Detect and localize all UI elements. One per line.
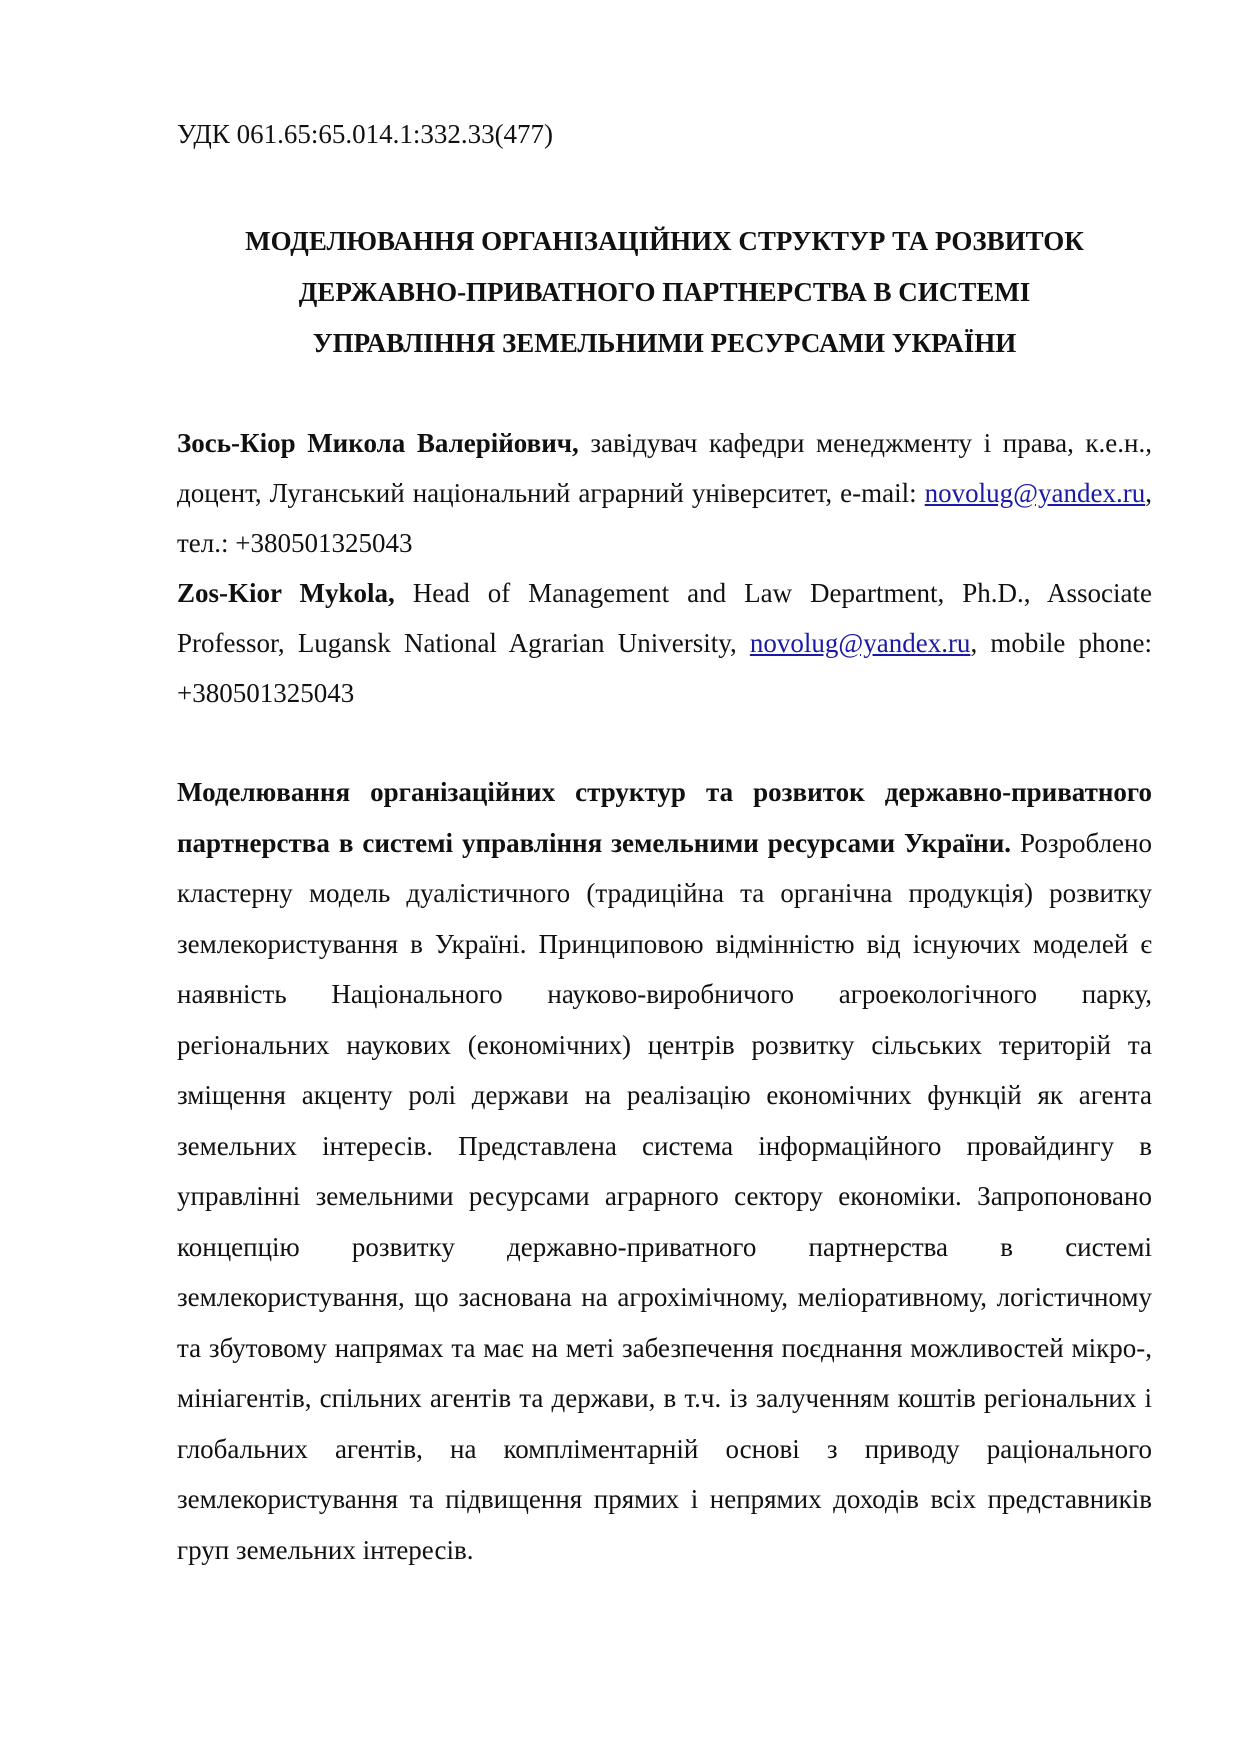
author-info-ukrainian — [177, 418, 1152, 568]
udc-code: УДК 061.65:65.014.1:332.33(477) — [177, 119, 554, 149]
abstract-heading: Моделювання організаційних структур та розвиток державно-приватного партнерства в системі управління земельними ресурсами України. — [177, 777, 1152, 858]
author-affiliation-ukrainian: завідувач кафедри менеджменту і права, к.е.н., доцент, Луганський національний аграрний університет, e-mail: — [177, 428, 1152, 508]
author-email-link-english[interactable]: novolug@yandex.ru — [749, 628, 971, 658]
author-info-english — [177, 568, 1152, 718]
article-title-line-1: МОДЕЛЮВАННЯ ОРГАНІЗАЦІЙНИХ СТРУКТУР ТА РОЗВИТОК — [245, 226, 1084, 256]
author-name-english: Zos-Kior Mykola, — [177, 578, 395, 608]
author-affiliation-english: Head of Management and Law Department, Ph.D., Associate Professor, Lugansk National Agrarian University, — [177, 578, 1152, 658]
article-title — [177, 216, 1152, 369]
abstract — [177, 767, 1152, 1575]
author-name-ukrainian: Зось-Кіор Микола Валерійович, — [177, 428, 579, 458]
author-email-link-ukrainian[interactable]: novolug@yandex.ru — [924, 478, 1146, 508]
article-title-line-3: УПРАВЛІННЯ ЗЕМЕЛЬНИМИ РЕСУРСАМИ УКРАЇНИ — [312, 328, 1017, 358]
author-phone-english: , mobile phone: +380501325043 — [177, 628, 1152, 708]
article-title-line-2: ДЕРЖАВНО-ПРИВАТНОГО ПАРТНЕРСТВА В СИСТЕМІ — [298, 277, 1031, 307]
author-phone-ukrainian: , тел.: +380501325043 — [177, 478, 1152, 558]
abstract-text: Розроблено кластерну модель дуалістичного (традиційна та органічна продукція) розвитку землекористування в Україні. Принциповою відмінністю від існуючих моделей є наявність Національного науково-виробничого агроекологічного парку, регіональних наукових (економічних) центрів розвитку сільських територій та зміщення акценту ролі держави на реалізацію економічних функцій як агента земельних інтересів. Представлена система інформаційного провайдингу в управлінні земельними ресурсами аграрного сектору економіки. Запропоновано концепцію розвитку державно-приватного партнерства в системі землекористування, що заснована на агрохімічному, меліоративному, логістичному та збутовому напрямах та має на меті забезпечення поєднання можливостей мікро-, мініагентів, спільних агентів та держави, в т.ч. із залученням коштів регіональних і глобальних агентів, на компліментарній основі з приводу раціонального землекористування та підвищення прямих і непрямих доходів всіх представників груп земельних інтересів. — [177, 827, 1152, 1565]
